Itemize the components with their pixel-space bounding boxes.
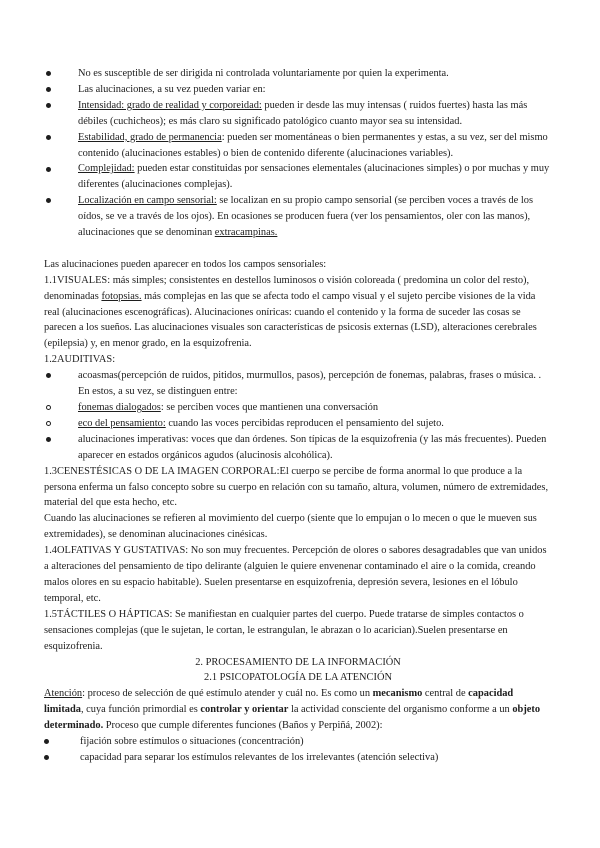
intro-paragraph: Las alucinaciones pueden aparecer en todos los campos sensoriales: — [44, 258, 327, 270]
list-item: No es susceptible de ser dirigida ni controlada voluntariamente por quien la experimenta. — [44, 66, 552, 82]
list-item: Intensidad: grado de realidad y corporeidad: pueden ir desde las muy intensas ( ruidos fuertes) hasta las más débiles (cuchicheos); es más claro su significado patológico cuanto mayor sea su intensidad. — [44, 98, 552, 130]
bullet-icon — [46, 198, 51, 203]
bullet-icon — [46, 373, 51, 378]
bullet-icon — [46, 135, 51, 140]
term-estabilidad: Estabilidad, grado de permanencia — [78, 131, 222, 143]
bullet-list-top — [44, 66, 552, 241]
auditivas-list — [44, 368, 552, 463]
bullet-icon — [46, 437, 51, 442]
circle-bullet-icon — [46, 421, 51, 426]
subsection-heading: 2.1 PSICOPATOLOGÍA DE LA ATENCIÓN — [204, 672, 392, 684]
term-eco: eco del pensamiento: — [78, 417, 166, 429]
list-item: Estabilidad, grado de permanencia: pueden ser momentáneas o bien permanentes y estas, a su vez, ser del mismo contenido (alucinaciones estables) o bien de contenido diferente (alucinaciones variables). — [44, 130, 552, 162]
bullet-icon — [44, 739, 49, 744]
term-extracampinas: extracampinas. — [214, 227, 278, 239]
term-complejidad: Complejidad: — [78, 163, 135, 175]
term-fonemas: fonemas dialogados — [78, 402, 161, 414]
funciones-list — [44, 734, 552, 766]
visuales-paragraph: 1.1VISUALES: más simples; consistentes en destellos luminosos o visión coloreada ( predomina un color del resto), denominadas fotopsias. más complejas en las que se afecta todo el campo visual y el sujeto percibe visiones de la vida real (alucinaciones escenográficas). Alucinaciones oníricas: cuando el contenido y la forma de suceder las cosas se parecen a los sueños. Las alucinaciones visuales son características de psicosis externas (LSD), alteraciones cerebrales (epilepsia) y, en menor grado, en la esquizofrenia. — [44, 274, 537, 350]
list-item: Las alucinaciones, a su vez pueden variar en: — [44, 82, 552, 98]
circle-bullet-icon — [46, 405, 51, 410]
bullet-icon — [46, 87, 51, 92]
list-item: alucinaciones imperativas: voces que dan órdenes. Son típicas de la esquizofrenia (y las más frecuentes). Pueden aparecer en estados orgánicos agudos (alucinosis alcohólica). — [44, 432, 552, 464]
auditivas-title: 1.2AUDITIVAS: — [44, 354, 116, 366]
term-fotopsias: fotopsias. — [101, 290, 142, 302]
bullet-icon — [46, 167, 51, 172]
list-item: Complejidad: pueden estar constituidas por sensaciones elementales (alucinaciones simples) o por muchas y muy diferentes (alucinaciones complejas). — [44, 161, 552, 193]
cenestesicas-paragraph: 1.3CENESTÉSICAS O DE LA IMAGEN CORPORAL:El cuerpo se percibe de forma anormal lo que produce a la persona enferma un falso concepto sobre su cuerpo en relación con su tamaño, altura, volumen, número de extremidades, material del que esta hecho, etc. — [44, 465, 549, 509]
term-localizacion: Localización en campo sensorial: — [78, 195, 217, 207]
list-item: fijación sobre estímulos o situaciones (concentración) — [44, 734, 552, 750]
cinesicas-paragraph: Cuando las alucinaciones se refieren al movimiento del cuerpo (siente que lo empujan o lo mecen o que le mueven sus extremidades), se denominan alucinaciones cinésicas. — [44, 513, 537, 541]
list-item: fonemas dialogados: se perciben voces que mantienen una conversación — [44, 400, 552, 416]
bullet-icon — [46, 103, 51, 108]
olfativas-paragraph: 1.4OLFATIVAS Y GUSTATIVAS: No son muy frecuentes. Percepción de olores o sabores desagradables que van unidos a alteraciones del pensamiento de tipo delirante (alguien le quiere envenenar contaminado el aire o la comida, creando malos olores en su espacio habitable). Suelen presentarse en esquizofrenia, depresión severa, lesiones en el lóbulo temporal, etc. — [44, 545, 547, 604]
list-item: capacidad para separar los estímulos relevantes de los irrelevantes (atención selectiva) — [44, 750, 552, 766]
atencion-paragraph: Atención: proceso de selección de qué estímulo atender y cuál no. Es como un mecanismo central de capacidad limitada, cuya función primordial es controlar y orientar la actividad consciente del organismo conforme a un objeto determinado. Proceso que cumple diferentes funciones (Baños y Perpiñá, 2002): — [44, 688, 541, 732]
term-atencion: Atención — [44, 688, 83, 700]
section-heading: 2. PROCESAMIENTO DE LA INFORMACIÓN — [195, 656, 401, 668]
list-item: eco del pensamiento: cuando las voces percibidas reproducen el pensamiento del sujeto. — [44, 416, 552, 432]
list-item: acoasmas(percepción de ruidos, pitidos, murmullos, pasos), percepción de fonemas, palabras, frases o música. . En estos, a su vez, se distinguen entre: — [44, 368, 552, 400]
bullet-icon — [44, 755, 49, 760]
bullet-icon — [46, 71, 51, 76]
term-intensidad: Intensidad: grado de realidad y corporeidad: — [78, 99, 262, 111]
tactiles-paragraph: 1.5TÁCTILES O HÁPTICAS: Se manifiestan en cualquier partes del cuerpo. Puede tratarse de simples contactos o sensaciones complejas (que le sujetan, le cortan, le estrangulan, le abrazan o lo acarician).Suelen presentarse en esquizofrenia. — [44, 608, 524, 652]
list-item: Localización en campo sensorial: se localizan en su propio campo sensorial (se perciben voces a través de los oídos, se ve a través de los ojos). En ocasiones se producen fuera (ver los pensamientos, oler con las manos), alucinaciones que se denominan extracampinas. — [44, 193, 552, 241]
